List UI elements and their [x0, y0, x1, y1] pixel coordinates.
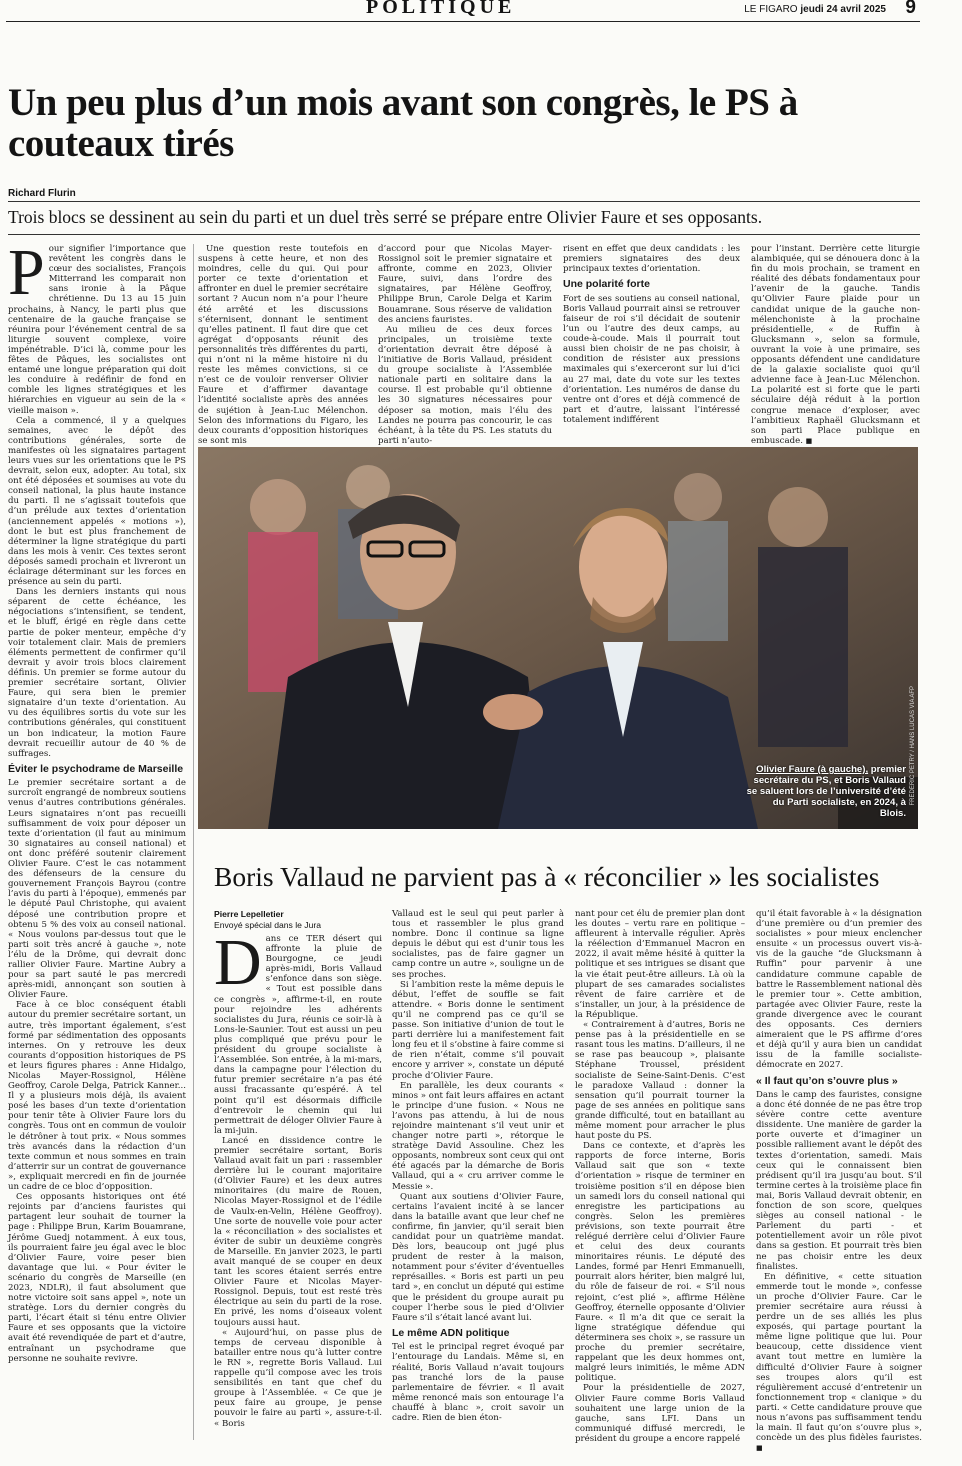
photo-caption — [746, 764, 906, 819]
article-author: Richard Flurin — [8, 188, 76, 199]
paragraph: Vallaud est le seul qui peut parler à tous et rassembler le plus grand nombre. Donc il continue sa ligne depuis le début qui est d’unir tous les socialistes, pas de faire gagner un camp contre un autre », souligne un de ses proches. — [392, 909, 564, 980]
subheading: Éviter le psychodrame de Marseille — [8, 762, 184, 775]
paragraph: Tel est le principal regret évoqué par l’entourage du Landais. Même si, en réalité, Boris Vallaud n’avait toujours pas tranché lors de la pause parlementaire de février. « Il avait même renoncé mais son entourage l’a chauffé à blanc », croit savoir un cadre. Rien de bien éton- — [392, 1342, 564, 1423]
paragraph: Pour signifier l’importance que revêtent les congrès dans le cœur des socialistes, François Mitterrand les comparait non sans ironie à la Pâque chrétienne. Du 13 au 15 juin prochains, à Nancy, le parti plus que centenaire de la gauche française se réunira pour l’événement central de sa liturgie souvent complexe, voire impénétrable. D’ici là, comme pour les fêtes de Pâques, les socialistes ont entamé une longue préparation qui doit les conduire à redéfinir de fond en comble les lignes stratégiques et les hiérarchies en vigueur au sein de la « vieille maison ». — [8, 236, 186, 416]
paragraph: Dans ce contexte, et d’après les rapports de force interne, Boris Vallaud sait que son « texte d’orientation » risque de terminer en troisième position s’il en dépose bien un samedi lors du conseil national qui enregistre les participations au congrès. Selon les premières prévisions, son texte pourrait être relégué derrière celui d’Olivier Faure et celui des deux courants minoritaires réunis. Le député des Landes, formé par Henri Emmanuelli, pourrait alors hériter, bien malgré lui, du rôle de faiseur de roi. « S’il nous rejoint, c’est plié », affirme Hélène Geoffroy, éternelle opposante d’Olivier Faure. « Il m’a dit que ce serait la ligne stratégique défendue qui déterminera ses choix », se rassure un proche du premier secrétaire, rappelant que les deux hommes ont, malgré leurs inimitiés, le même ADN politique. — [575, 1141, 745, 1384]
paragraph: « Contrairement à d’autres, Boris ne pense pas à la présidentielle en se rasant tous les matins. D’ailleurs, il ne se rase pas beaucoup », plaisante Stéphane Troussel, président socialiste de Seine-Saint-Denis. C’est le paradoxe Vallaud : donner la sensation qu’il pourrait tourner la page de ses années en politique sans grande difficulté, tout en bataillant au même moment pour arracher le plus haut poste du PS. — [575, 1020, 745, 1142]
paragraph: En parallèle, les deux courants « minos » ont fait leurs affaires en actant le principe d’une fusion. « Nous ne l’avons pas attendu, à lui de nous rejoindre maintenant s’il veut unir et changer notre parti », rétorque le stratège David Assouline. Chez les opposants, nombreux sont ceux qui ont été agacés par la démarche de Boris Vallaud, qui a « cru arriver comme le Messie ». — [392, 1080, 564, 1192]
subheading: Le même ADN politique — [392, 1326, 510, 1339]
article-standfirst: Trois blocs se dessinent au sein du parti et un duel très serré se prépare entre Olivier Faure et ses opposants. — [8, 207, 763, 227]
paper-and-date — [744, 4, 886, 15]
article-column-4 — [563, 244, 740, 440]
article-title: Un peu plus d’un mois avant son congrès, le PS à couteaux tirés — [8, 81, 798, 165]
drop-cap: P — [8, 236, 45, 309]
paragraph: « Aujourd’hui, on passe plus de temps de cerveau disponible à batailler entre nous qu’à lutter contre le RN », regrette Boris Vallaud. Lui rappelle qu’il compose avec les trois sensibilités en tant que chef du groupe à l’Assemblée. « Ce que je peux faire au groupe, je pense pouvoir le faire au parti », assure-t-il. « Boris — [214, 1327, 382, 1429]
divider — [8, 234, 920, 235]
article2-column-1 — [214, 926, 382, 1440]
paragraph: risent en effet que deux candidats : les premiers signataires des deux principaux textes d’orientation. — [563, 244, 740, 275]
paragraph: Dans les derniers instants qui nous séparent de cette échéance, les négociations s’intensifient, se tendent, et le bluff, érigé en règle dans cette partie de poker menteur, empêche d’y voir totalement clair. Mais de premiers éléments permettent de confirmer qu’il devrait y avoir trois blocs clairement définis. Un premier se forme autour du premier secrétaire sortant, Olivier Faure, qui sera bien le premier signataire d’un texte d’orientation. Au vu des équilibres sortis du vote sur les contributions générales, qui constituent un bon indicateur, la motion Faure devrait recueillir autour de 40 % de suffrages. — [8, 587, 186, 759]
paragraph: Fort de ses soutiens au conseil national, Boris Vallaud pourrait ainsi se retrouver faiseur de roi s’il décidait de soutenir l’un ou l’autre des deux camps, au coude-à-coude. Mais il pourrait tout aussi bien choisir de ne pas choisir, à condition de résister aux pressions maximales qui s’exerceront sur lui d’ici au 27 mai, date du vote sur les textes d’orientation. Les numéros de danse du ventre ont d’ores et déjà commencé de part et d’autre, laissant l’intéressé totalement indifférent — [563, 293, 740, 425]
paragraph: nant pour cet élu de premier plan dont les doutes – vertu rare en politique – affleurent à intervalle régulier. Après la réélection d’Emmanuel Macron en 2022, il avait même hésité à quitter la politique et ses intrigues se disant que la vie était peut-être ailleurs. Là où la plupart de ses camarades socialistes rêvent de faire carrière et de s’installer, un jour, à la présidence de la République. — [575, 909, 745, 1020]
article2-column-2 — [392, 909, 564, 1440]
paragraph: Ces opposants historiques ont été rejoints par d’anciens fauristes qui partagent leur souhait de tourner la page : Philippe Brun, Karim Bouamrane, Jérôme Guedj notamment. À eux tous, ils pourraient faire jeu égal avec le bloc d’Olivier Faure, voire peser bien davantage que lui. « Pour éviter le scénario du congrès de Marseille (en 2023, NDLR), il faut absolument que notre victoire soit sans appel », note un stratège. Lors du dernier congrès du parti, l’écart était si ténu entre Olivier Faure et ses opposants que la victoire avait été revendiquée de part et d’autre, entraînant un psychodrame que personne ne souhaite revivre. — [8, 1192, 186, 1364]
paragraph: pour l’instant. Derrière cette liturgie alambiquée, qui se dénouera donc à la fin du mois prochain, se trament en réalité des débats fondamentaux pour l’avenir de la gauche. Tandis qu’Olivier Faure plaide pour un candidat unique de la gauche non-mélenchoniste à la prochaine présidentielle, « de Ruffin à Glucksmann », selon sa formule, ouvrant la voie à une primaire, ses opposants défendent une candidature de la galaxie socialiste quoi qu’il advienne face à Jean-Luc Mélenchon. La polarité est si forte que le parti séculaire déjà réduit à la portion congrue menace d’exploser, avec l’ambitieux Raphaël Glucksmann et son parti Place publique en embuscade. ■ — [751, 244, 920, 446]
subheading: « Il faut qu’on s’ouvre plus » — [756, 1074, 898, 1087]
paragraph: Face à ce bloc conséquent établi autour du premier secrétaire sortant, un autre, très important également, s’est formé par sédimentation des opposants internes. On y retrouve les deux courants d’opposition historiques de PS et leurs figures phares : Anne Hidalgo, Nicolas Mayer-Rossignol, Hélène Geoffroy, Carole Delga, Patrick Kanner... Il y a plusieurs mois déjà, ils avaient posé les bases d’un texte d’orientation pour tenir tête à Olivier Faure lors du congrès. Tous ont en commun de vouloir le détrôner à tout prix. « Nous sommes très avancés dans la rédaction d’un texte commun et nous sommes en train d’atterrir sur un contrat de gouvernance », expliquait mercredi en fin de journée un cadre de ce bloc d’opposition. — [8, 1000, 186, 1193]
drop-cap: D — [214, 926, 262, 999]
page-number: 9 — [905, 0, 916, 18]
divider — [8, 201, 920, 202]
paragraph: Si l’ambition reste la même depuis le début, l’effet de souffle se fait attendre. « Boris donne le sentiment qu’il ne comprend pas ce qu’il se passe. Son initiative d’union de tout le parti derrière lui a manifestement fait long feu et il s’obstine à faire comme si de rien n’était, comme s’il pouvait encore y arriver », constate un député proche d’Olivier Faure. — [392, 979, 564, 1081]
article-column-5 — [751, 244, 920, 446]
paragraph: En définitive, « cette situation emmerde tout le monde », confesse un proche d’Olivier Faure. Car le premier secrétaire aura réussi à perdre un de ses alliés les plus exposés, qui partage pourtant la même ligne politique que lui. Pour beaucoup, cette dissidence vient avant tout mettre en lumière la difficulté d’Olivier Faure à soigner ses troupes alors qu’il est régulièrement accusé d’entretenir un fonctionnement trop « clanique » du parti. « Cette candidature prouve que nous n’avons pas suffisamment tendu la main. Il faut qu’on s’ouvre plus », concède un des plus fidèles fauristes. ■ — [756, 1271, 922, 1453]
caption-text: premier secrétaire du PS, et Boris Vallaud se saluent lors de l’université d’été du Parti socialiste, en 2024, à Blois. — [746, 764, 906, 819]
article2-author-role: Envoyé spécial dans le Jura — [214, 919, 322, 930]
article2-author: Pierre Lepelletier — [214, 909, 284, 919]
article-column-3 — [378, 244, 552, 446]
article2-column-3 — [575, 909, 745, 1444]
article-photo — [198, 447, 918, 829]
paragraph: Dans ce TER désert qui affronte la pluie de Bourgogne, ce jeudi après-midi, Boris Vallaud s’enfonce dans son siège. « Tout est possible dans ce congrès », affirme-t-il, en route pour rejoindre les adhérents socialistes du Jura, réunis ce soir-là à Lons-le-Saunier. Tout est aussi un peu plus compliqué que prévu pour le président du groupe socialiste à l’Assemblée. Son entrée, à la mi-mars, dans la campagne pour l’élection du futur premier secrétaire n’a pas été aussi fracassante qu’espéré. À tel point qu’il est désormais difficile d’entrevoir le chemin qui lui permettrait de déloger Olivier Faure à la mi-juin. — [214, 926, 382, 1136]
paragraph: Quant aux soutiens d’Olivier Faure, certains l’avaient incité à se lancer dans la bataille avant que leur chef ne confirme, fin janvier, qu’il serait bien candidat pour un quatrième mandat. Dès lors, beaucoup ont jugé plus prudent de rester à la maison, notamment pour s’éviter d’éventuelles représailles. « Boris est parti un peu tard », en conclut un député qui estime que le président du groupe aurait pu couper l’herbe sous le pied d’Olivier Faure s’il s’était lancé avant lui. — [392, 1191, 564, 1323]
section-name: POLITIQUE — [366, 0, 516, 18]
caption-name: Olivier Faure (à gauche), — [756, 764, 869, 775]
article2-title: Boris Vallaud ne parvient pas à « réconcilier » les socialistes — [214, 861, 880, 892]
subheading: Une polarité forte — [563, 278, 650, 291]
photo-credit: FRÉDÉRIC PETRY / HANS LUCAS VIA AFP — [910, 685, 916, 805]
paragraph: Une question reste toutefois en suspens à cette heure, et non des moindres, celle du qui. Qui pour porter ce texte d’orientation et affronter en duel le premier secrétaire sortant ? Aucun nom n’a pour l’heure été arrêté et les discussions s’éternisent, donnant le sentiment qu’elles patinent. Il faut dire que cet agrégat d’opposants réunit des personnalités très différentes du parti, qui n’ont ni la même histoire ni du reste les mêmes convictions, si ce n’est ce de vouloir renverser Olivier Faure et d’affirmer davantage l’identité socialiste après des années de sujétion à Jean-Luc Mélenchon. Selon des informations du Figaro, les deux courants d’opposition historiques se sont mis — [198, 244, 368, 446]
issue-date: jeudi 24 avril 2025 — [800, 4, 886, 15]
column-rule — [193, 244, 194, 1440]
page-header — [6, 0, 920, 22]
article2-column-4 — [756, 909, 923, 1453]
paragraph: Pour la présidentielle de 2027, Olivier Faure comme Boris Vallaud souhaitent une large union de la gauche, sans LFI. Dans un communiqué diffusé mercredi, le président du groupe a encore rappelé — [575, 1383, 745, 1444]
paper-name: LE FIGARO — [744, 4, 798, 15]
paragraph: Au milieu de ces deux forces principales, un troisième texte d’orientation devrait être déposé à l’initiative de Boris Vallaud, président du groupe socialiste à l’Assemblée nationale parti en solitaire dans la course. Il est probable qu’il obtienne les 30 signatures nécessaires pour déposer sa motion, mais l’élu des Landes ne pourra pas concourir, le cas échéant, à la tête du PS. Les statuts du parti n’auto- — [378, 324, 552, 446]
paragraph: d’accord pour que Nicolas Mayer-Rossignol soit le premier signataire et affronte, comme en 2023, Olivier Faure, suivi, dans l’ordre des signataires, par Hélène Geoffroy, Philippe Brun, Carole Delga et Karim Bouamrane. Sous réserve de validation des anciens fauristes. — [378, 244, 552, 325]
paragraph: qu’il était favorable à « la désignation d’une première ou d’un premier des socialistes » pour mieux enclencher ensuite « un processus ouvert vis-à-vis de la gauche “de Glucksmann à Ruffin” pour parvenir à une candidature commune capable de battre le Rassemblement national dès le premier tour ». Cette ambition, partagée avec Olivier Faure, reste la grande divergence avec le courant des opposants. Ces derniers aimeraient que le PS affirme d’ores et déjà qu’il y aura bien un candidat issu de la famille socialiste-démocrate en 2027. — [756, 909, 922, 1071]
article-column-2 — [198, 244, 368, 446]
paragraph: Lancé en dissidence contre le premier secrétaire sortant, Boris Vallaud avait fait un pari : rassembler derrière lui le courant majoritaire (d’Olivier Faure) et les deux autres minoritaires (du maire de Rouen, Nicolas Mayer-Rossignol et de l’édile de Vaulx-en-Velin, Hélène Geoffroy). Une sorte de nouvelle voie pour acter la « réconciliation » des socialistes et éviter de subir un deuxième congrès de Marseille. En janvier 2023, le parti avait manqué de se couper en deux tant les scores étaient serrés entre Olivier Faure et Nicolas Mayer-Rossignol. Depuis, tout est resté très électrique au sein du parti de la rose. En privé, les noms d’oiseaux volent toujours aussi haut. — [214, 1135, 382, 1328]
paragraph: Le premier secrétaire sortant a de surcroît engrangé de nombreux soutiens venus d’autres contributions générales. Leurs signataires n’ont pas recueilli suffisamment de voix pour déposer un texte d’orientation (il faut au minimum 30 signataires au conseil national) et ont donc préféré soutenir clairement Olivier Faure. C’est le cas notamment des défenseurs de la censure du gouvernement François Bayrou (contre l’avis du parti à l’époque), emmenés par le député Paul Christophe, qui avaient déposé une contribution propre et obtenu 5 % des voix au conseil national. « Nous voulons par-dessus tout que le parti soit très ancré à gauche », note l’élu de la Drôme, qui devrait donc rallier Olivier Faure. Martine Aubry a pour sa part sauté le pas mercredi après-midi, annonçant son soutien à Olivier Faure. — [8, 778, 186, 1001]
paragraph: Cela a commencé, il y a quelques semaines, avec le dépôt des contributions générales, sorte de manifestes où les signataires partagent leurs vues sur les orientations que le PS devrait, selon eux, adopter. Au total, six ont été déposées et soumises au vote du conseil national, la plus haute instance du parti. Il ne s’agissait toutefois que d’un prélude aux textes d’orientation (anciennement appelés « motions »), dont le but est plus franchement de déterminer la ligne stratégique du parti dans les mois à venir. Ces textes seront déposés samedi prochain et livreront un éclairage déterminant sur les forces en présence au sein du parti. — [8, 415, 186, 588]
paragraph: Dans le camp des fauristes, consigne a donc été donnée de ne pas être trop sévère contre cette aventure dissidente. Une manière de garder la porte ouverte et d’imaginer un possible ralliement avant le dépôt des textes d’orientation, samedi. Mais ceux qui le connaissent bien prédisent qu’il ira jusqu’au bout. S’il termine certes à la troisième place fin mai, Boris Vallaud devrait obtenir, en fonction de son score, quelques sièges au conseil national - le Parlement du parti - et potentiellement avoir un rôle pivot dans sa gestion. Et pourrait très bien ne pas choisir entre les deux finalistes. — [756, 1090, 923, 1272]
article-column-1 — [8, 236, 186, 1440]
